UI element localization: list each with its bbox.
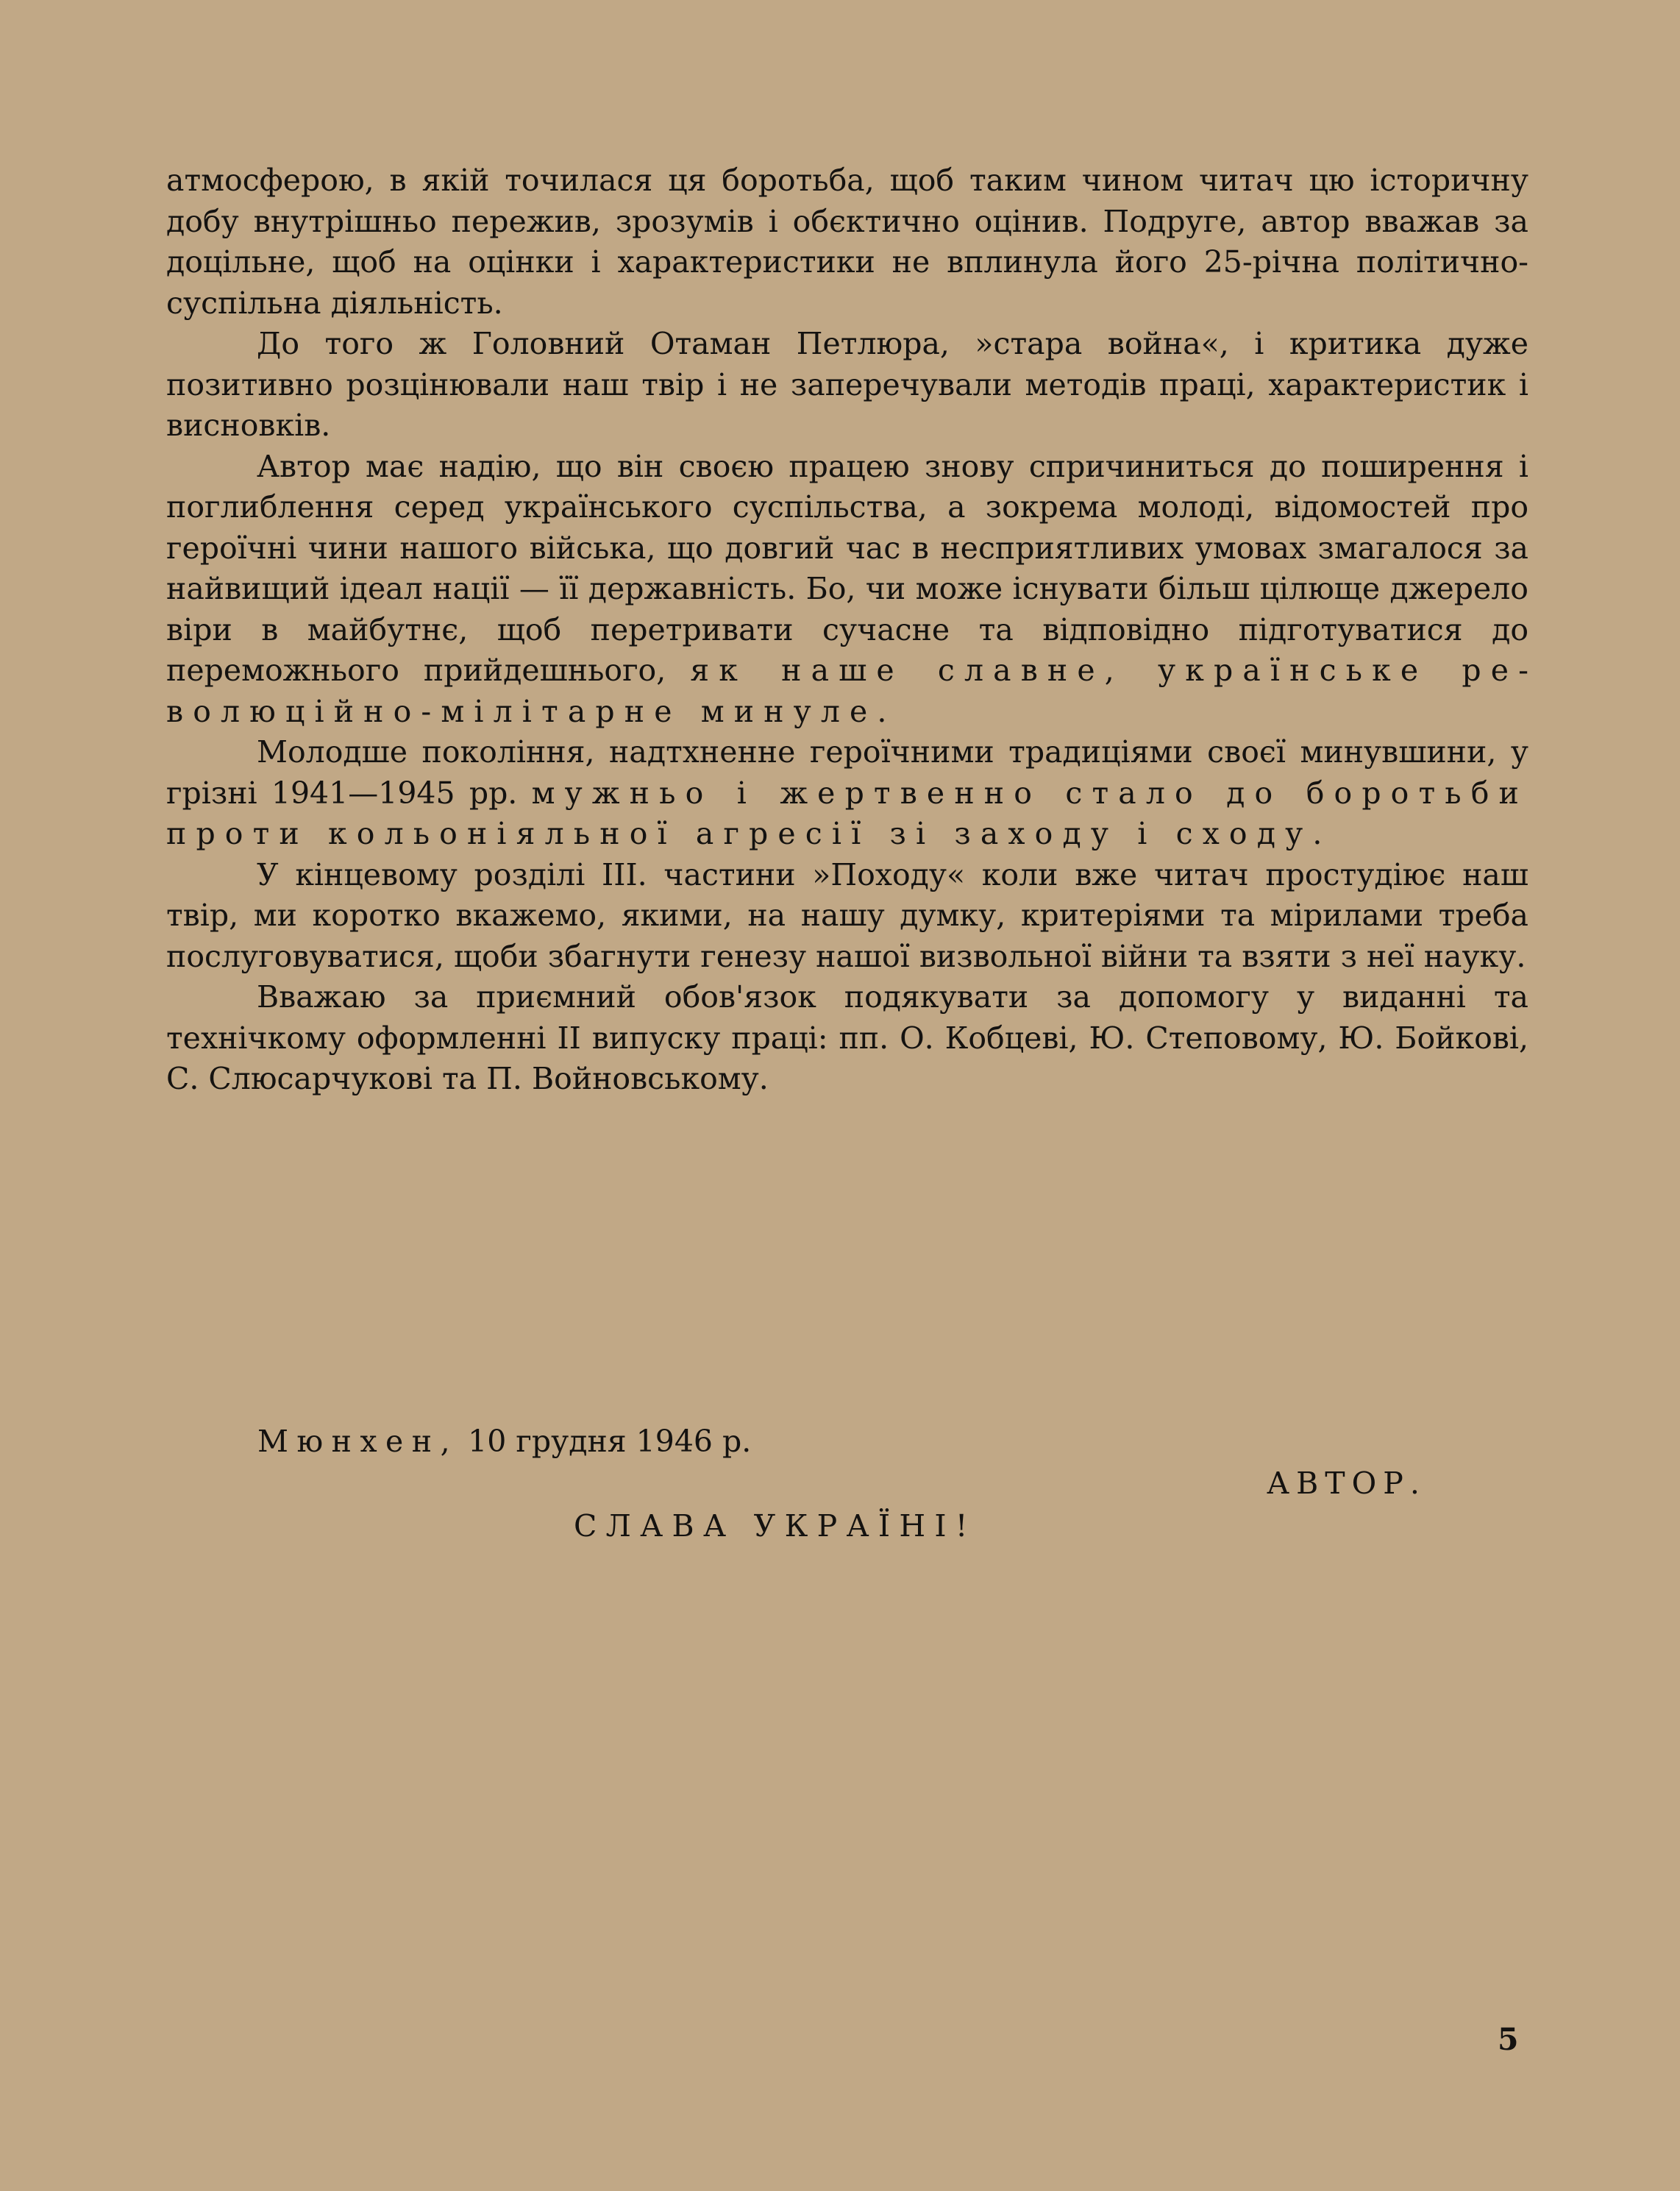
paragraph-2: До того ж Головний Отаман Петлюра, »стара война«, і критика дуже позитивно розцінювали наш твір і не заперечували методів праці, характеристик і висновків. (166, 326, 1528, 443)
date: 10 грудня 1946 р. (468, 1424, 752, 1459)
paragraph-3 (166, 447, 1528, 733)
author-signature: АВТОР. (1267, 1466, 1426, 1501)
closing-slogan: СЛАВА УКРАЇНІ! (574, 1508, 977, 1544)
place-date-line (257, 1424, 751, 1459)
paragraph-6: Вважаю за приємний обов'язок подякувати за допомогу у виданні та технічкому оформленні II випуску праці: пп. О. Кобцеві, Ю. Степовому, Ю. Бойкові, С. Слюсарчукові та П. Войновському. (166, 979, 1528, 1096)
paragraph-4-text: Молодше покоління, надтхненне героїчними традиціями своєї минувшини, у грізні 1941—1945 рр. (166, 734, 1528, 811)
paragraph-4 (166, 732, 1528, 855)
paragraph-3-spaced-text: як наше славне, українське революційно-мілітарне минуле. (166, 653, 1528, 729)
paragraph-5: У кінцевому розділі III. частини »Походу« коли вже читач простудіює наш твір, ми коротко вкажемо, якими, на нашу думку, критеріями та мірилами треба послуговуватися, щоби збагнути генезу нашої визвольної війни та взяти з неї науку. (166, 856, 1528, 974)
paragraph-4-spaced-text: мужньо і жертвенно стало до боротьби проти кольоніяльної агресії зі заходу і сходу. (166, 775, 1528, 851)
paragraph-1: атмосферою, в якій точилася ця боротьба, щоб таким чином читач цю історичну добу внутрішньо пережив, зрозумів і обєктично оцінив. Подруге, автор вважав за доцільне, щоб на оцінки і характеристики не вплинула його 25-річна політично-суспільна діяльність. (166, 163, 1528, 321)
place: Мюнхен, (257, 1424, 459, 1459)
page-number: 5 (1498, 2022, 1519, 2057)
body-text (166, 160, 1528, 1100)
paragraph-3-text: Автор має надію, що він своєю працею знову спричиниться до поширення і поглиблення серед українського суспільства, а зокрема молоді, відомостей про героїчні чини нашого війська, що довгий час в несприятливих умовах змагалося за найвищий ідеал нації — її державність. Бо, чи може існувати більш цілюще джерело віри в майбутнє, щоб перетривати сучасне та відповідно підготуватися до переможнього прийдешнього, (166, 448, 1528, 688)
